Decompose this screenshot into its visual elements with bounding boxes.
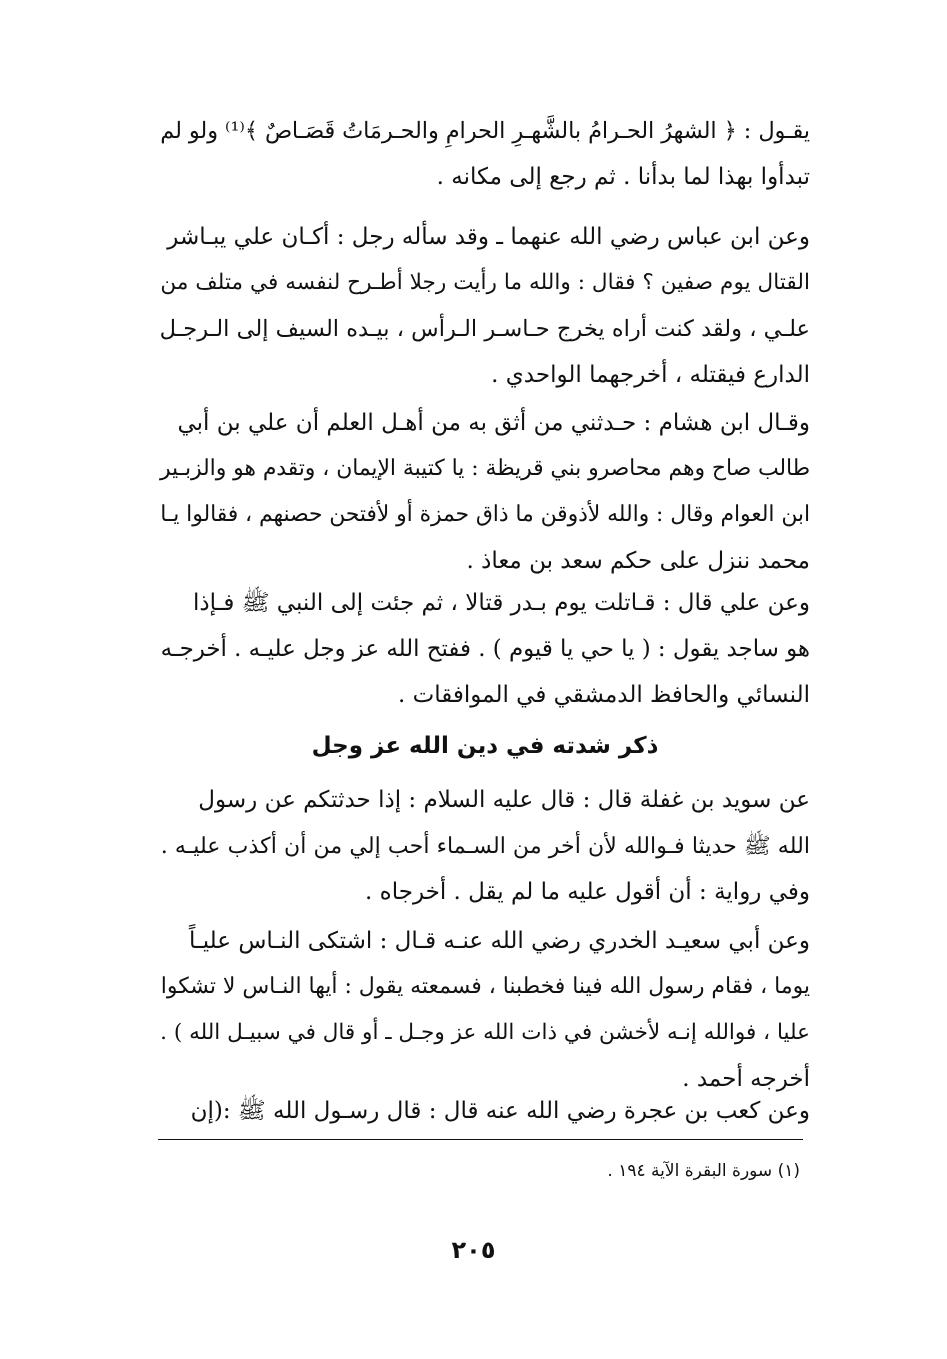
paragraph-6 — [160, 918, 810, 1102]
text-line: وعن ابن عباس رضي الله عنهما ـ وقد سأله رجل : أكـان علي يبـاشر — [167, 224, 810, 250]
paragraph-7 — [160, 1088, 810, 1134]
paragraph-1 — [160, 108, 810, 200]
text-line: القتال يوم صفين ؟ فقال : والله ما رأيت رجلا أطـرح لنفسه في متلف من — [160, 270, 810, 295]
text-line: علـي ، ولقد كنت أراه يخرج حـاسـر الـرأس ، بيـده السيف إلى الـرجـل — [159, 316, 810, 342]
footnote: (١) سورة البقرة الآية ١٩٤ . — [607, 1161, 800, 1181]
text-line: وعن أبي سعيـد الخدري رضي الله عنـه قـال : اشتكى النـاس عليـاً — [188, 928, 810, 954]
text-line: وقـال ابن هشام : حـدثني من أثق به من أهـل العلم أن علي بن أبي — [177, 410, 810, 436]
text-line: يقـول : ﴿ الشهرُ الحـرامُ بالشَّهـرِ الحرامِ والحـرمَاتُ قَصَـاصٌ ﴾⁽¹⁾ ولو لم — [160, 118, 810, 144]
text-line: أخرجه أحمد . — [682, 1066, 810, 1092]
text-line: وعن علي قال : قـاتلت يوم بـدر قتالا ، ثم جئت إلى النبي ﷺ فـإذا — [193, 590, 810, 616]
paragraph-3 — [160, 400, 810, 584]
paragraph-5 — [160, 777, 810, 915]
footnote-divider — [158, 1139, 803, 1140]
text-line: وفي رواية : أن أقول عليه ما لم يقل . أخرجاه . — [365, 879, 810, 905]
text-line: الله ﷺ حديثا فـوالله لأن أخر من السـماء أحب إلي من أن أكذب عليـه . — [160, 833, 810, 859]
text-line: ابن العوام وقال : والله لأذوقن ما ذاق حمزة أو لأفتحن حصنهم ، فقالوا يـا — [160, 502, 810, 527]
text-line: يوما ، فقام رسول الله فينا فخطبنا ، فسمعته يقول : أيها النـاس لا تشكوا — [160, 974, 810, 999]
text-line: تبدأوا بهذا لما بدأنا . ثم رجع إلى مكانه . — [436, 164, 810, 190]
paragraph-2 — [160, 214, 810, 398]
page-number: ٢٠٥ — [451, 1236, 496, 1264]
paragraph-4 — [160, 580, 810, 718]
text-line: النسائي والحافظ الدمشقي في الموافقات . — [397, 682, 810, 708]
text-line: طالب صاح وهم محاصرو بني قريظة : يا كتيبة الإيمان ، وتقدم هو والزبـير — [159, 456, 810, 481]
text-line: هو ساجد يقول : ( يا حي يا قيوم ) . ففتح الله عز وجل عليـه . أخرجـه — [160, 636, 810, 662]
section-heading: ذكر شدته في دين الله عز وجل — [311, 733, 659, 759]
text-line: الدارع فيقتله ، أخرجهما الواحدي . — [491, 362, 810, 388]
text-line: عن سويد بن غفلة قال : قال عليه السلام : إذا حدثتكم عن رسول — [198, 787, 810, 813]
text-line: عليا ، فوالله إنـه لأخشن في ذات الله عز وجـل ـ أو قال في سبيـل الله ) . — [160, 1020, 810, 1045]
text-line: محمد ننزل على حكم سعد بن معاذ . — [466, 548, 810, 574]
text-line: وعن كعب بن عجرة رضي الله عنه قال : قال رسـول الله ﷺ :(إن — [190, 1098, 810, 1124]
